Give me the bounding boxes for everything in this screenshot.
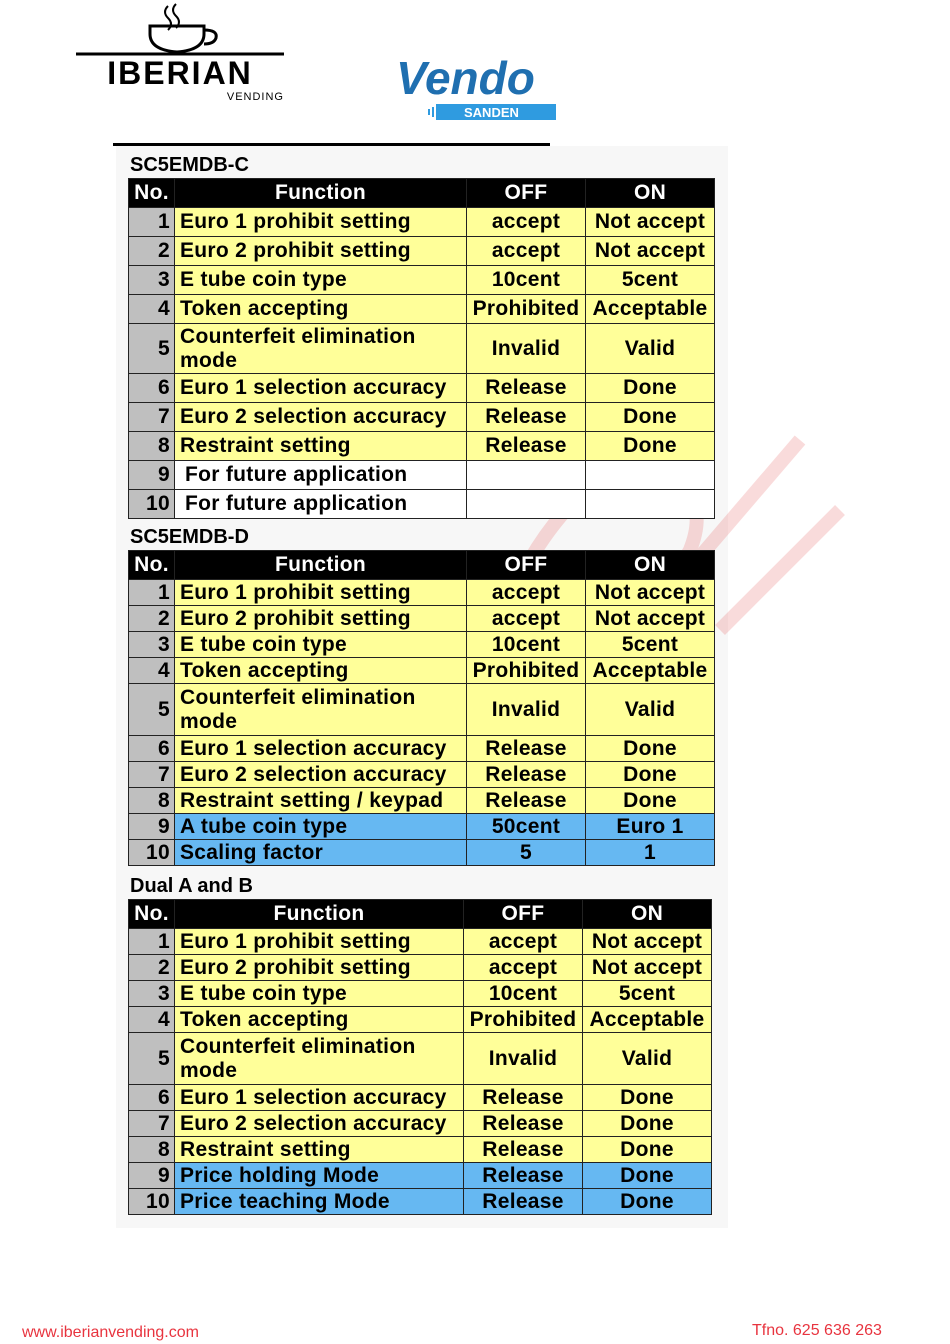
- on-cell: Done: [586, 374, 715, 403]
- function-cell: Euro 1 prohibit setting: [175, 929, 464, 955]
- column-header-function: Function: [175, 551, 467, 580]
- on-cell: Done: [586, 432, 715, 461]
- function-cell: For future application: [175, 461, 467, 490]
- off-cell: accept: [467, 208, 586, 237]
- off-cell: accept: [464, 955, 583, 981]
- column-header-off: OFF: [464, 900, 583, 929]
- function-cell: Euro 1 prohibit setting: [175, 580, 467, 606]
- column-header-on: ON: [583, 900, 712, 929]
- row-number: 10: [129, 490, 175, 519]
- table-section-dual-a-and-b: [128, 873, 712, 1215]
- row-number: 8: [129, 788, 175, 814]
- on-cell: Valid: [583, 1033, 712, 1085]
- off-cell: Release: [464, 1189, 583, 1215]
- table-row: [129, 788, 715, 814]
- on-cell: 5cent: [586, 632, 715, 658]
- column-header-on: ON: [586, 551, 715, 580]
- on-cell: Not accept: [586, 580, 715, 606]
- row-number: 8: [129, 432, 175, 461]
- table-row: [129, 1137, 712, 1163]
- function-cell: Euro 2 selection accuracy: [175, 403, 467, 432]
- table-row: [129, 981, 712, 1007]
- on-cell: Done: [583, 1085, 712, 1111]
- row-number: 2: [129, 237, 175, 266]
- function-cell: Token accepting: [175, 658, 467, 684]
- row-number: 4: [129, 295, 175, 324]
- settings-table: [128, 550, 715, 866]
- column-header-off: OFF: [467, 179, 586, 208]
- function-cell: Price holding Mode: [175, 1163, 464, 1189]
- on-cell: Valid: [586, 684, 715, 736]
- settings-table: [128, 178, 715, 519]
- table-row: [129, 684, 715, 736]
- function-cell: Euro 1 prohibit setting: [175, 208, 467, 237]
- off-cell: [467, 461, 586, 490]
- row-number: 1: [129, 929, 175, 955]
- function-cell: Euro 1 selection accuracy: [175, 374, 467, 403]
- off-cell: accept: [467, 237, 586, 266]
- off-cell: Prohibited: [464, 1007, 583, 1033]
- off-cell: Release: [467, 432, 586, 461]
- table-row: [129, 461, 715, 490]
- section-title: SC5EMDB-C: [130, 154, 249, 176]
- on-cell: Done: [586, 736, 715, 762]
- off-cell: 50cent: [467, 814, 586, 840]
- row-number: 8: [129, 1137, 175, 1163]
- off-cell: Prohibited: [467, 658, 586, 684]
- on-cell: Done: [583, 1111, 712, 1137]
- function-cell: Euro 2 selection accuracy: [175, 1111, 464, 1137]
- function-cell: Token accepting: [175, 1007, 464, 1033]
- svg-text:Vendo: Vendo: [396, 52, 535, 104]
- table-row: [129, 237, 715, 266]
- on-cell: Done: [583, 1163, 712, 1189]
- row-number: 6: [129, 374, 175, 403]
- off-cell: Release: [467, 374, 586, 403]
- row-number: 6: [129, 736, 175, 762]
- off-cell: 5: [467, 840, 586, 866]
- off-cell: accept: [467, 606, 586, 632]
- row-number: 10: [129, 840, 175, 866]
- on-cell: Done: [583, 1137, 712, 1163]
- table-row: [129, 208, 715, 237]
- table-row: [129, 432, 715, 461]
- function-cell: Counterfeit elimination mode: [175, 1033, 464, 1085]
- section-title: SC5EMDB-D: [130, 526, 249, 548]
- settings-table: [128, 899, 712, 1215]
- on-cell: [586, 490, 715, 519]
- row-number: 3: [129, 981, 175, 1007]
- on-cell: Done: [586, 403, 715, 432]
- off-cell: Prohibited: [467, 295, 586, 324]
- section-title: Dual A and B: [130, 875, 253, 897]
- function-cell: Euro 2 selection accuracy: [175, 762, 467, 788]
- table-row: [129, 324, 715, 374]
- column-header-no: No.: [129, 551, 175, 580]
- function-cell: Scaling factor: [175, 840, 467, 866]
- row-number: 10: [129, 1189, 175, 1215]
- table-row: [129, 1111, 712, 1137]
- row-number: 7: [129, 1111, 175, 1137]
- table-row: [129, 1163, 712, 1189]
- table-row: [129, 403, 715, 432]
- table-section-sc5emdb-d: [128, 524, 715, 866]
- coffee-cup-icon: [150, 4, 216, 52]
- row-number: 7: [129, 403, 175, 432]
- table-row: [129, 736, 715, 762]
- row-number: 3: [129, 266, 175, 295]
- function-cell: Restraint setting: [175, 1137, 464, 1163]
- off-cell: Release: [467, 403, 586, 432]
- table-row: [129, 266, 715, 295]
- on-cell: Not accept: [583, 955, 712, 981]
- row-number: 9: [129, 814, 175, 840]
- function-cell: Euro 2 prohibit setting: [175, 955, 464, 981]
- vendo-sanden-logo: [392, 52, 558, 124]
- row-number: 5: [129, 684, 175, 736]
- table-row: [129, 840, 715, 866]
- table-row: [129, 929, 712, 955]
- function-cell: Euro 1 selection accuracy: [175, 736, 467, 762]
- on-cell: Acceptable: [586, 658, 715, 684]
- function-cell: Restraint setting: [175, 432, 467, 461]
- off-cell: Release: [464, 1085, 583, 1111]
- website-link[interactable]: www.iberianvending.com: [22, 1324, 199, 1341]
- on-cell: 5cent: [586, 266, 715, 295]
- function-cell: Euro 2 prohibit setting: [175, 237, 467, 266]
- row-number: 1: [129, 208, 175, 237]
- row-number: 6: [129, 1085, 175, 1111]
- function-cell: Price teaching Mode: [175, 1189, 464, 1215]
- iberian-vending-logo: [72, 0, 288, 104]
- on-cell: Done: [586, 762, 715, 788]
- function-cell: Euro 1 selection accuracy: [175, 1085, 464, 1111]
- off-cell: Invalid: [467, 324, 586, 374]
- function-cell: Restraint setting / keypad: [175, 788, 467, 814]
- off-cell: Release: [464, 1111, 583, 1137]
- row-number: 1: [129, 580, 175, 606]
- table-row: [129, 374, 715, 403]
- function-cell: Token accepting: [175, 295, 467, 324]
- on-cell: Acceptable: [586, 295, 715, 324]
- on-cell: 1: [586, 840, 715, 866]
- table-row: [129, 1085, 712, 1111]
- row-number: 3: [129, 632, 175, 658]
- row-number: 4: [129, 658, 175, 684]
- column-header-function: Function: [175, 900, 464, 929]
- row-number: 4: [129, 1007, 175, 1033]
- row-number: 9: [129, 461, 175, 490]
- off-cell: Release: [464, 1163, 583, 1189]
- on-cell: 5cent: [583, 981, 712, 1007]
- function-cell: E tube coin type: [175, 981, 464, 1007]
- on-cell: Not accept: [586, 606, 715, 632]
- row-number: 9: [129, 1163, 175, 1189]
- off-cell: 10cent: [467, 632, 586, 658]
- off-cell: accept: [464, 929, 583, 955]
- row-number: 2: [129, 955, 175, 981]
- function-cell: A tube coin type: [175, 814, 467, 840]
- function-cell: For future application: [175, 490, 467, 519]
- column-header-no: No.: [129, 900, 175, 929]
- row-number: 7: [129, 762, 175, 788]
- row-number: 5: [129, 1033, 175, 1085]
- on-cell: Not accept: [583, 929, 712, 955]
- on-cell: [586, 461, 715, 490]
- off-cell: Release: [467, 762, 586, 788]
- off-cell: Invalid: [467, 684, 586, 736]
- table-row: [129, 955, 712, 981]
- off-cell: Release: [467, 788, 586, 814]
- off-cell: Invalid: [464, 1033, 583, 1085]
- table-row: [129, 295, 715, 324]
- off-cell: Release: [467, 736, 586, 762]
- function-cell: E tube coin type: [175, 266, 467, 295]
- table-row: [129, 1007, 712, 1033]
- off-cell: Release: [464, 1137, 583, 1163]
- table-row: [129, 814, 715, 840]
- column-header-function: Function: [175, 179, 467, 208]
- on-cell: Valid: [586, 324, 715, 374]
- row-number: 5: [129, 324, 175, 374]
- function-cell: Euro 2 prohibit setting: [175, 606, 467, 632]
- on-cell: Done: [586, 788, 715, 814]
- svg-text:VENDING: VENDING: [226, 91, 284, 103]
- column-header-off: OFF: [467, 551, 586, 580]
- function-cell: Counterfeit elimination mode: [175, 324, 467, 374]
- on-cell: Not accept: [586, 208, 715, 237]
- table-row: [129, 632, 715, 658]
- table-row: [129, 606, 715, 632]
- phone-number: Tfno. 625 636 263: [752, 1322, 882, 1339]
- table-row: [129, 1189, 712, 1215]
- row-number: 2: [129, 606, 175, 632]
- column-header-on: ON: [586, 179, 715, 208]
- on-cell: Not accept: [586, 237, 715, 266]
- off-cell: 10cent: [464, 981, 583, 1007]
- on-cell: Euro 1: [586, 814, 715, 840]
- off-cell: 10cent: [467, 266, 586, 295]
- table-row: [129, 580, 715, 606]
- on-cell: Done: [583, 1189, 712, 1215]
- function-cell: E tube coin type: [175, 632, 467, 658]
- svg-text:SANDEN: SANDEN: [464, 105, 519, 120]
- table-row: [129, 490, 715, 519]
- off-cell: accept: [467, 580, 586, 606]
- on-cell: Acceptable: [583, 1007, 712, 1033]
- table-row: [129, 658, 715, 684]
- off-cell: [467, 490, 586, 519]
- table-section-sc5emdb-c: [128, 152, 715, 519]
- svg-text:IBERIAN: IBERIAN: [107, 55, 253, 91]
- table-row: [129, 1033, 712, 1085]
- function-cell: Counterfeit elimination mode: [175, 684, 467, 736]
- column-header-no: No.: [129, 179, 175, 208]
- table-row: [129, 762, 715, 788]
